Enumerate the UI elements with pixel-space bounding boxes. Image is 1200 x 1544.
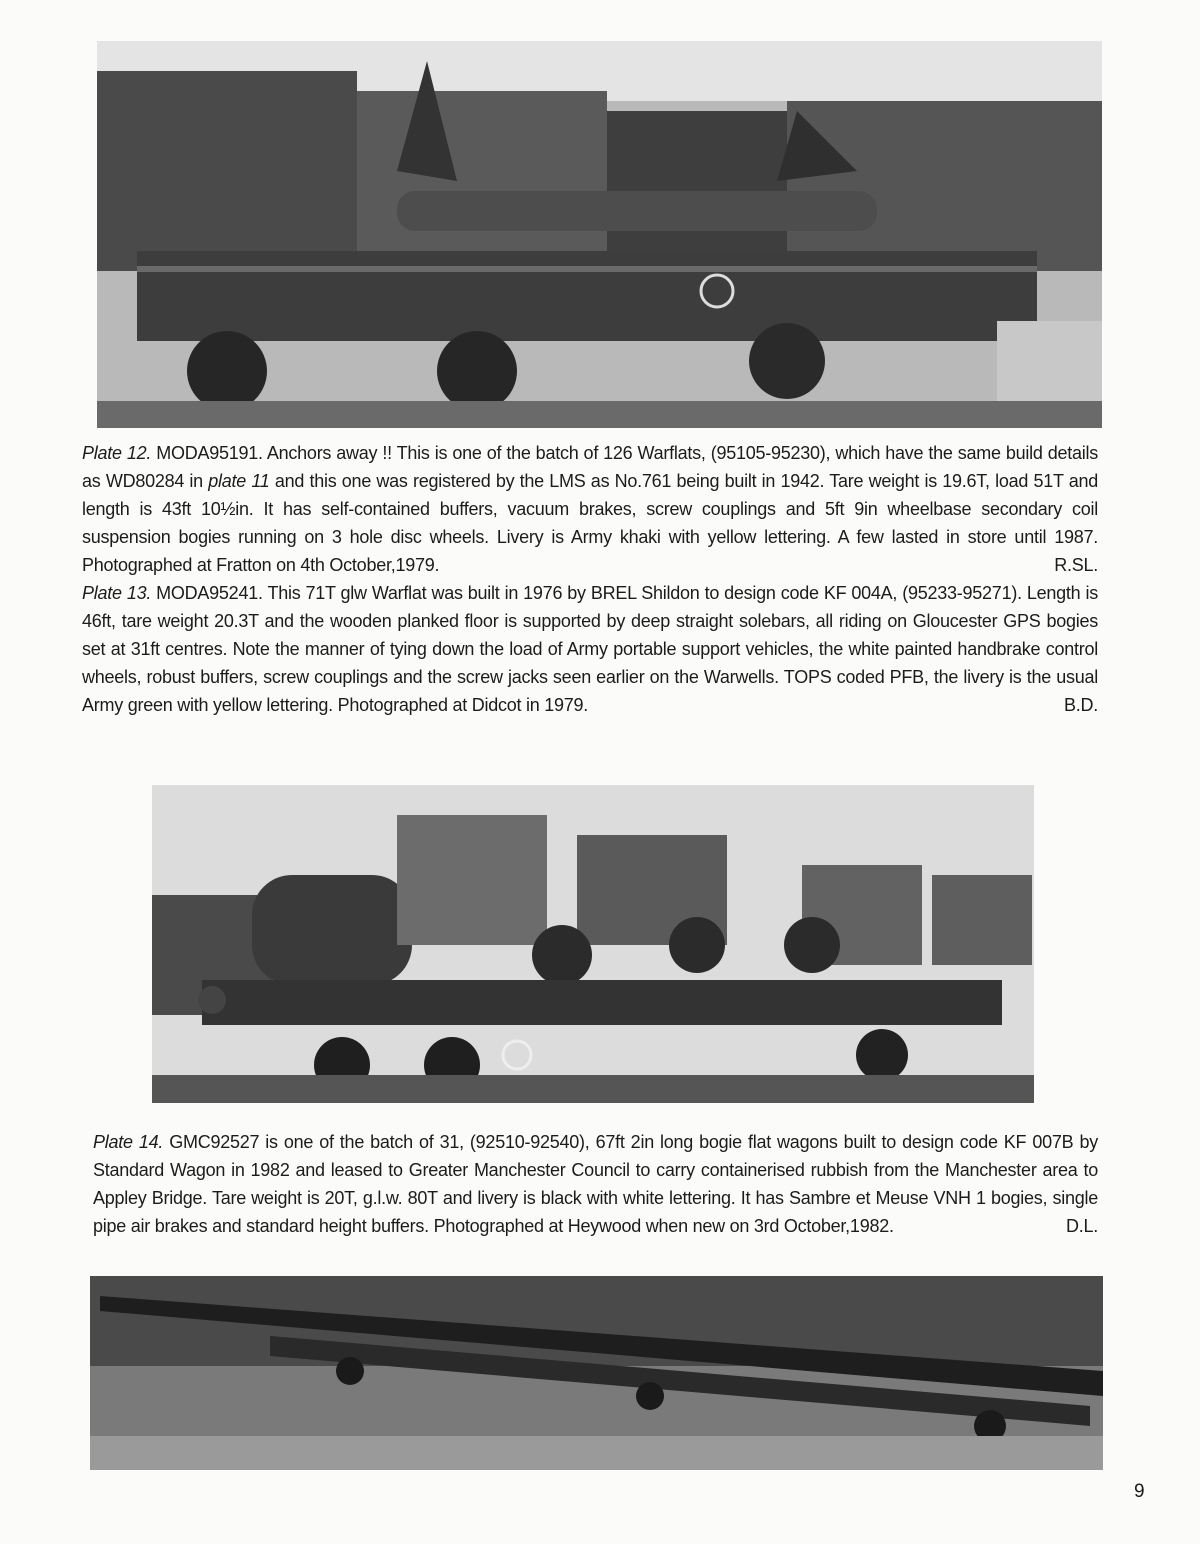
caption-plate-13 (82, 579, 1098, 719)
plate-label: Plate 12. (82, 443, 152, 463)
photo-credit: R.SL. (1054, 555, 1098, 575)
photo-credit: B.D. (1063, 695, 1098, 715)
photo-plate-14-bogie-flat-wagon (90, 1276, 1103, 1470)
plate-label: Plate 14. (93, 1132, 164, 1152)
page-number: 9 (1134, 1481, 1145, 1502)
photo-plate-12-warflat-anchors (97, 41, 1102, 428)
caption-text: MODA95191. Anchors away !! This is one of the batch of 126 Warflats, (95105-95230), which have the same build details as WD80284 in (82, 443, 1098, 491)
plate-label: Plate 13. (82, 583, 152, 603)
caption-plate-12 (82, 439, 1098, 579)
caption-plate-14 (93, 1128, 1098, 1240)
plate-reference: plate 11 (208, 471, 270, 491)
caption-text: and this one was registered by the LMS as No.761 being built in 1942. Tare weight is 19.6T, load 51T and length is 43ft 10½in. It has self-contained buffers, vacuum brakes, screw couplings and 5ft 9in wheelbase secondary coil suspension bogies running on 3 hole disc wheels. Livery is Army khaki with yellow lettering. A few lasted in store until 1987. Photographed at Fratton on 4th October,1979. (82, 471, 1099, 575)
caption-text: MODA95241. This 71T glw Warflat was built in 1976 by BREL Shildon to design code KF 004A, (95233-95271). Length is 46ft, tare weight 20.3T and the wooden planked floor is supported by deep straight solebars, all riding on Gloucester GPS bogies set at 31ft centres. Note the manner of tying down the load of Army portable support vehicles, the white painted handbrake control wheels, robust buffers, screw couplings and the screw jacks seen earlier on the Warwells. TOPS coded PFB, the livery is the usual Army green with yellow lettering. Photographed at Didcot in 1979. (82, 583, 1098, 715)
photo-credit: D.L. (1065, 1216, 1098, 1236)
caption-text: GMC92527 is one of the batch of 31, (92510-92540), 67ft 2in long bogie flat wagons built to design code KF 007B by Standard Wagon in 1982 and leased to Greater Manchester Council to carry containerised rubbish from the Manchester area to Appley Bridge. Tare weight is 20T, g.l.w. 80T and livery is black with white lettering. It has Sambre et Meuse VNH 1 bogies, single pipe air brakes and standard height buffers. Photographed at Heywood when new on 3rd October,1982. (93, 1132, 1098, 1236)
photo-plate-13-warflat-vehicles (152, 785, 1034, 1103)
